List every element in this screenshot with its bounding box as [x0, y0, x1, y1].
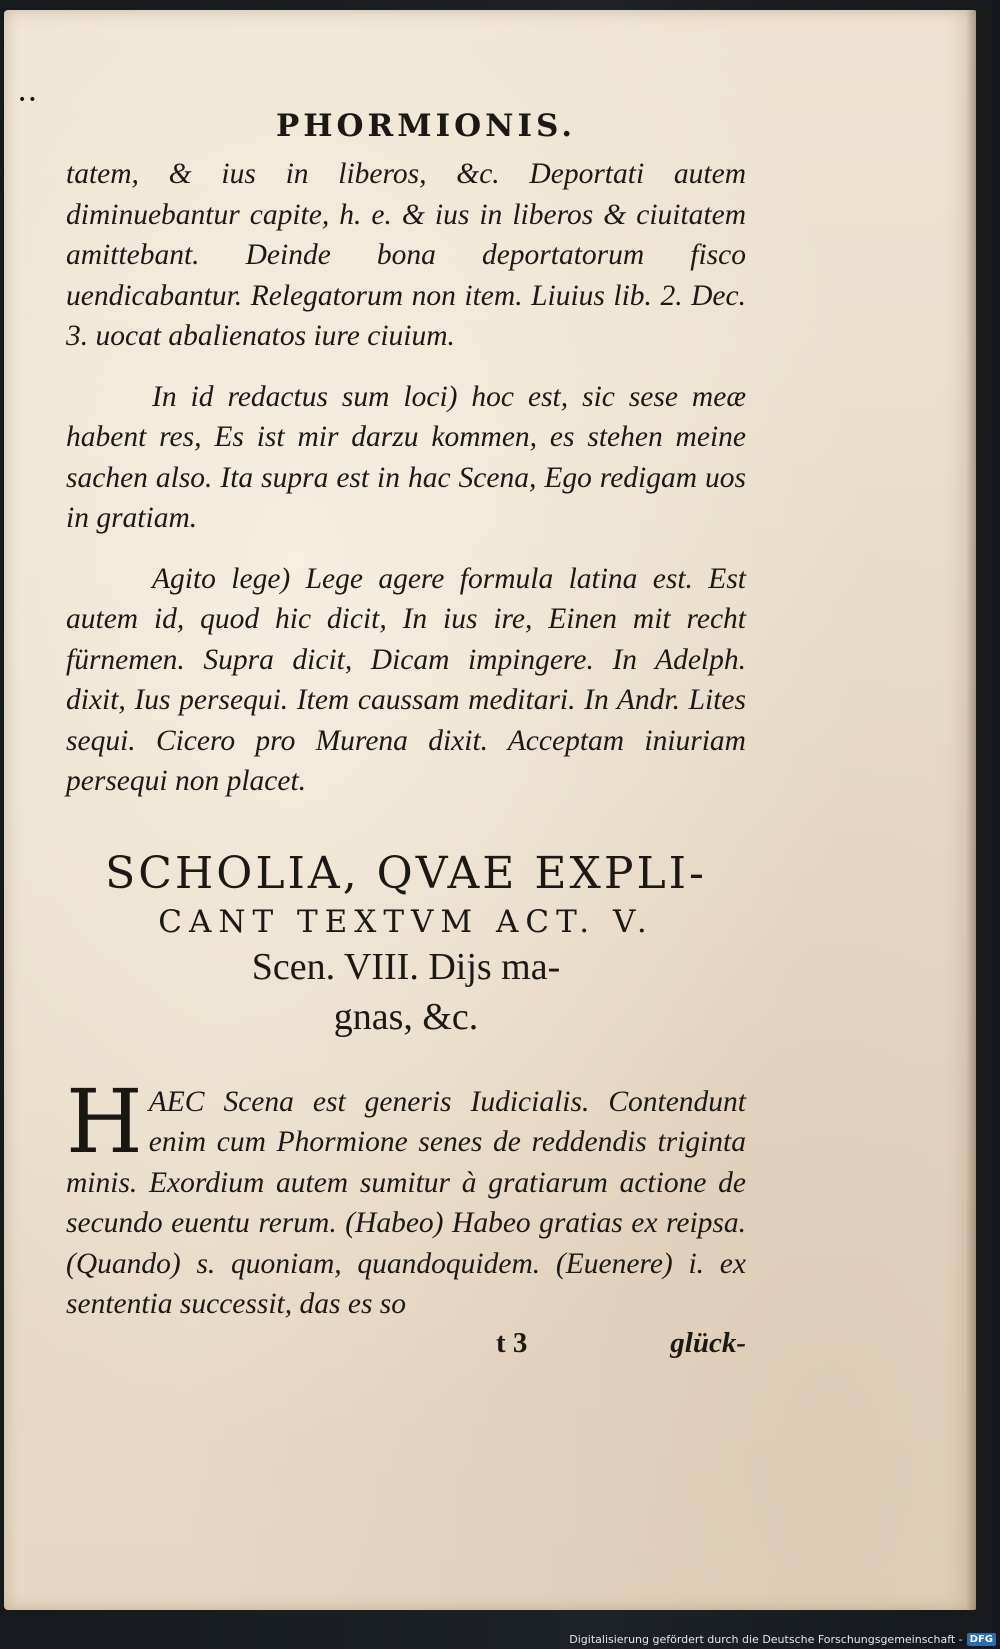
scholia-body [66, 1069, 746, 1325]
book-page [4, 10, 976, 1610]
heading-line-1: SCHOLIA, QVAE EXPLI- [105, 847, 707, 899]
paragraph-2: In id redactus sum loci) hoc est, sic sese meæ habent res, Es ist mir darzu kommen, es stehen meine sachen also. Ita supra est in hac Scena, Ego redigam uos in gratiam. [66, 380, 746, 534]
paragraph-1: tatem, & ius in liberos, &c. Deportati autem diminuebantur capite, h. e. & ius in liberos & ciuitatem amittebant. Deinde bona deportatorum fisco uendicabantur. Relegatorum non item. Liuius lib. 2. Dec. 3. uocat abalienatos iure ciuium. [66, 158, 746, 352]
heading-line-4: gnas, &c. [333, 995, 479, 1038]
page-foot-line [66, 1327, 746, 1371]
credit-text: Digitalisierung gefördert durch die Deutsche Forschungsgemeinschaft - [569, 1633, 963, 1646]
section-heading [66, 846, 746, 1042]
running-head: PHORMIONIS. [275, 108, 577, 144]
drop-cap: H [66, 1069, 143, 1173]
digitization-credit [569, 1633, 996, 1646]
signature-mark: t 3 [496, 1326, 528, 1359]
page-text [66, 108, 746, 1371]
binding-marks: •• [18, 92, 39, 108]
paragraph-3: Agito lege) Lege agere formula latina est. Est autem id, quod hic dicit, In ius ire, Einen mit recht fürnemen. Supra dicit, Dicam impingere. In Adelph. dixit, Ius persequi. Item caussam meditari. In Andr. Lites sequi. Cicero pro Murena dixit. Acceptam iniuriam persequi non placet. [66, 562, 746, 797]
heading-line-2: CANT TEXTVM ACT. V. [158, 903, 654, 940]
catchword: glück- [670, 1326, 746, 1359]
heading-line-3: Scen. VIII. Dijs ma- [251, 945, 561, 988]
page-edge-shadow [966, 10, 976, 1610]
dfg-logo: DFG [967, 1633, 996, 1646]
scholia-text: AEC Scena est generis Iudicialis. Contendunt enim cum Phormione senes de reddendis triginta minis. Exordium autem sumitur à gratiarum actione de secundo euentu rerum. (Habeo) Habeo gratias ex reipsa. (Quando) s. quoniam, quandoquidem. (Euenere) i. ex sententia successit, das es so [66, 1085, 746, 1320]
